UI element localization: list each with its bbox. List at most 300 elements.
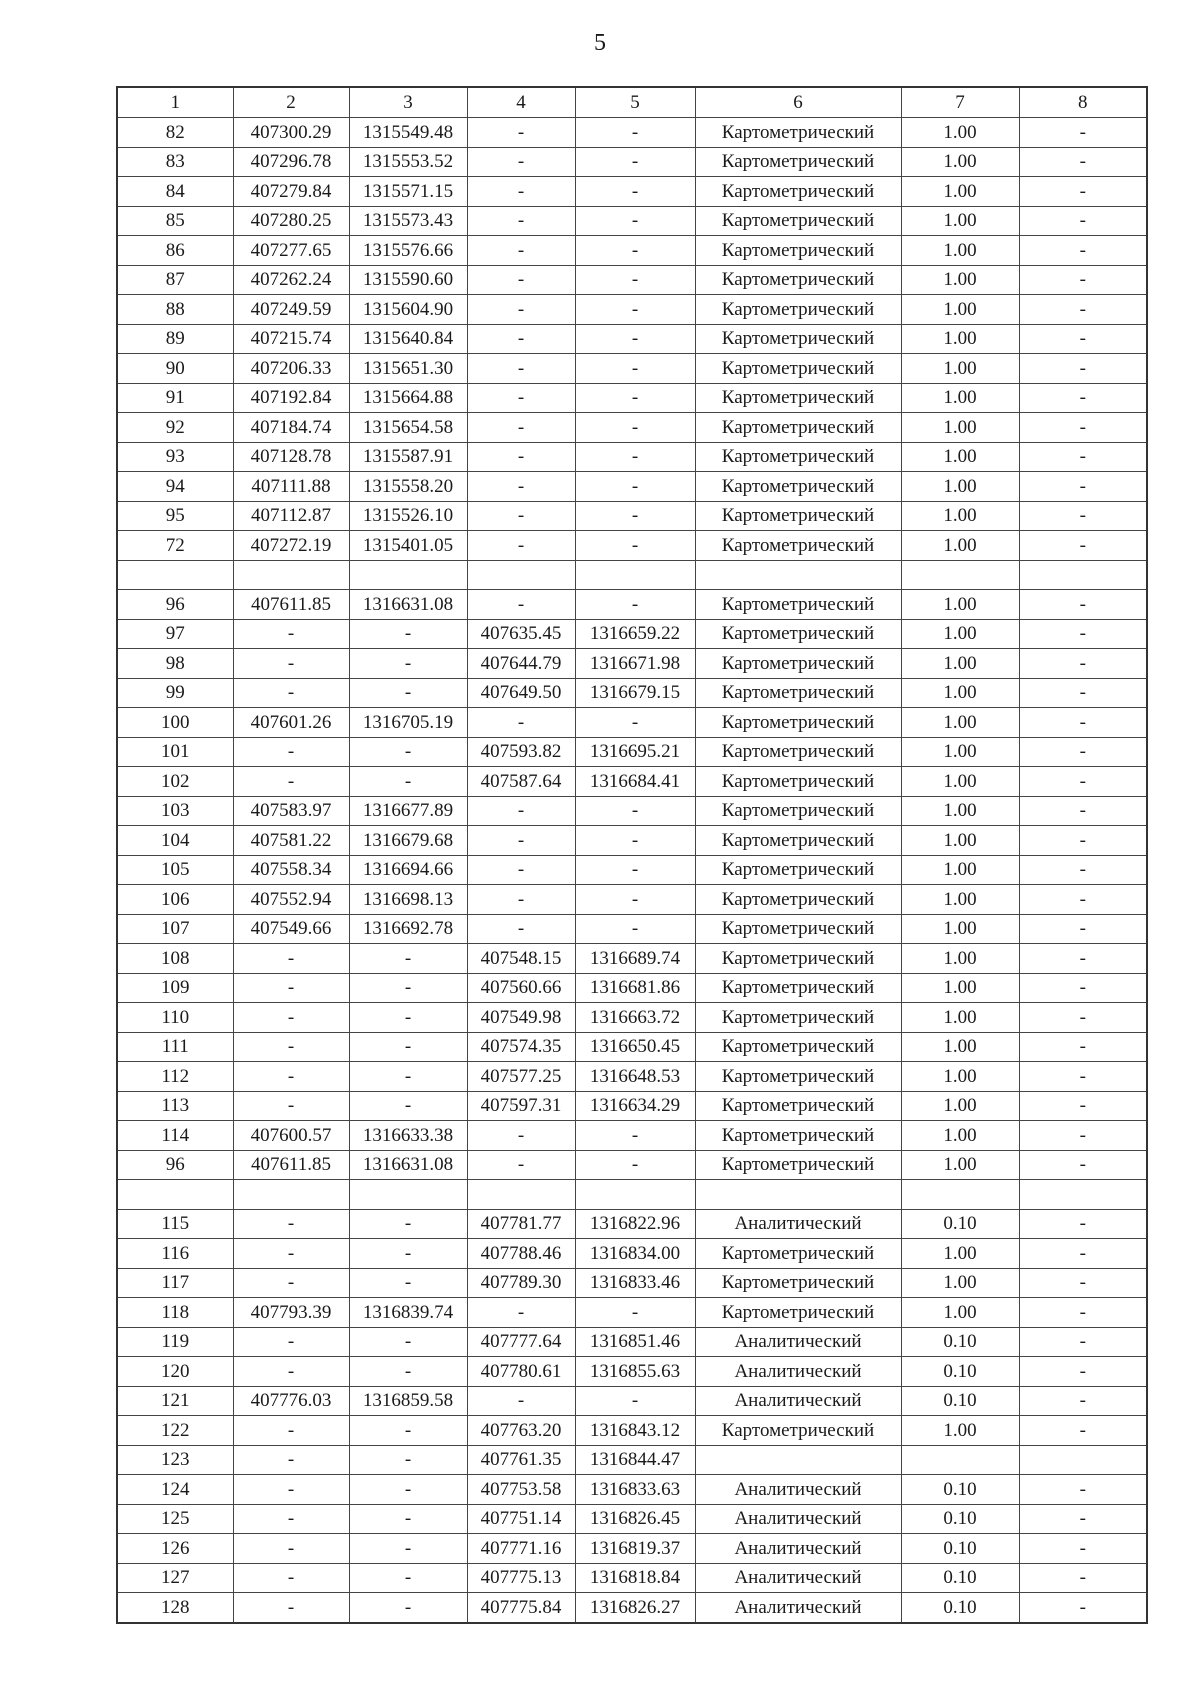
- table-cell: 93: [117, 442, 233, 472]
- table-cell: -: [233, 1416, 349, 1446]
- table-cell: 1.00: [901, 265, 1019, 295]
- table-cell: -: [467, 885, 575, 915]
- table-cell: -: [467, 354, 575, 384]
- table-cell: 1315571.15: [349, 177, 467, 207]
- table-cell: -: [349, 1003, 467, 1033]
- table-row: [117, 1121, 1147, 1151]
- table-cell: -: [1019, 1386, 1147, 1416]
- table-cell: Картометрический: [695, 590, 901, 620]
- table-cell: 1.00: [901, 914, 1019, 944]
- table-row: [117, 973, 1147, 1003]
- table-cell: 407600.57: [233, 1121, 349, 1151]
- table-cell: 407776.03: [233, 1386, 349, 1416]
- table-row: [117, 236, 1147, 266]
- table-cell: -: [349, 1327, 467, 1357]
- table-row: [117, 472, 1147, 502]
- table-cell: [233, 560, 349, 590]
- table-cell: -: [1019, 1062, 1147, 1092]
- table-cell: Аналитический: [695, 1593, 901, 1623]
- table-cell: 1315590.60: [349, 265, 467, 295]
- table-cell: Картометрический: [695, 531, 901, 561]
- table-cell: 407249.59: [233, 295, 349, 325]
- table-cell: 100: [117, 708, 233, 738]
- table-row: [117, 1593, 1147, 1623]
- table-cell: 407611.85: [233, 590, 349, 620]
- table-cell: -: [233, 1091, 349, 1121]
- table-cell: 407558.34: [233, 855, 349, 885]
- table-cell: -: [467, 1386, 575, 1416]
- table-cell: 1316631.08: [349, 1150, 467, 1180]
- table-cell: 407597.31: [467, 1091, 575, 1121]
- table-cell: -: [467, 855, 575, 885]
- table-row: [117, 885, 1147, 915]
- table-cell: Картометрический: [695, 649, 901, 679]
- table-cell: -: [349, 767, 467, 797]
- table-cell: 407775.13: [467, 1563, 575, 1593]
- table-cell: -: [349, 1091, 467, 1121]
- table-cell: 116: [117, 1239, 233, 1269]
- table-cell: -: [1019, 767, 1147, 797]
- table-cell: 0.10: [901, 1386, 1019, 1416]
- table-cell: 85: [117, 206, 233, 236]
- table-row: [117, 1239, 1147, 1269]
- table-cell: 96: [117, 590, 233, 620]
- table-cell: 122: [117, 1416, 233, 1446]
- table-cell: 407587.64: [467, 767, 575, 797]
- table-cell: -: [1019, 737, 1147, 767]
- table-cell: -: [467, 1298, 575, 1328]
- table-cell: 0.10: [901, 1504, 1019, 1534]
- table-cell: 1315587.91: [349, 442, 467, 472]
- table-cell: Аналитический: [695, 1475, 901, 1505]
- table-cell: 1.00: [901, 177, 1019, 207]
- table-cell: 407788.46: [467, 1239, 575, 1269]
- table-row: [117, 737, 1147, 767]
- table-cell: 407793.39: [233, 1298, 349, 1328]
- table-cell: 1315664.88: [349, 383, 467, 413]
- table-cell: -: [467, 147, 575, 177]
- table-cell: -: [467, 324, 575, 354]
- table-cell: -: [349, 1357, 467, 1387]
- table-cell: Картометрический: [695, 1268, 901, 1298]
- table-cell: -: [349, 1563, 467, 1593]
- table-cell: 1316648.53: [575, 1062, 695, 1092]
- table-cell: -: [1019, 383, 1147, 413]
- table-cell: -: [467, 914, 575, 944]
- table-cell: 1.00: [901, 1121, 1019, 1151]
- table-cell: [233, 1180, 349, 1210]
- table-cell: -: [349, 1445, 467, 1475]
- table-cell: -: [1019, 619, 1147, 649]
- table-cell: -: [575, 324, 695, 354]
- table-cell: 86: [117, 236, 233, 266]
- table-cell: -: [233, 1032, 349, 1062]
- table-cell: 1316692.78: [349, 914, 467, 944]
- table-cell: Картометрический: [695, 737, 901, 767]
- table-cell: 1.00: [901, 531, 1019, 561]
- table-cell: 407128.78: [233, 442, 349, 472]
- table-cell: -: [1019, 590, 1147, 620]
- table-cell: -: [233, 1534, 349, 1564]
- table-cell: -: [233, 1445, 349, 1475]
- table-cell: -: [349, 619, 467, 649]
- table-cell: 407577.25: [467, 1062, 575, 1092]
- table-row: [117, 1563, 1147, 1593]
- table-cell: -: [233, 944, 349, 974]
- table-cell: -: [575, 826, 695, 856]
- table-row: [117, 914, 1147, 944]
- table-row: [117, 118, 1147, 148]
- table-row: [117, 649, 1147, 679]
- table-cell: 111: [117, 1032, 233, 1062]
- table-cell: Картометрический: [695, 1032, 901, 1062]
- table-cell: 105: [117, 855, 233, 885]
- table-row: [117, 826, 1147, 856]
- table-cell: -: [467, 383, 575, 413]
- table-cell: 1316822.96: [575, 1209, 695, 1239]
- table-cell: [349, 560, 467, 590]
- table-cell: -: [1019, 1475, 1147, 1505]
- table-cell: -: [467, 413, 575, 443]
- table-cell: [467, 1180, 575, 1210]
- table-cell: Картометрический: [695, 826, 901, 856]
- table-cell: -: [233, 737, 349, 767]
- table-cell: -: [1019, 472, 1147, 502]
- table-row: [117, 1209, 1147, 1239]
- table-cell: 1316671.98: [575, 649, 695, 679]
- table-row: [117, 177, 1147, 207]
- table-cell: -: [575, 118, 695, 148]
- table-cell: 1316684.41: [575, 767, 695, 797]
- table-row: [117, 944, 1147, 974]
- header-cell: 5: [575, 87, 695, 118]
- table-cell: -: [575, 354, 695, 384]
- table-cell: Картометрический: [695, 1150, 901, 1180]
- table-cell: Картометрический: [695, 885, 901, 915]
- table-cell: 1.00: [901, 472, 1019, 502]
- table-cell: Картометрический: [695, 472, 901, 502]
- table-cell: -: [1019, 206, 1147, 236]
- table-cell: -: [1019, 1534, 1147, 1564]
- table-row: [117, 1298, 1147, 1328]
- table-cell: 1316851.46: [575, 1327, 695, 1357]
- table-cell: -: [575, 855, 695, 885]
- table-cell: 407549.66: [233, 914, 349, 944]
- table-cell: 1315576.66: [349, 236, 467, 266]
- table-cell: -: [349, 1239, 467, 1269]
- coordinates-table: [116, 86, 1148, 1624]
- table-cell: Картометрический: [695, 206, 901, 236]
- table-cell: 1.00: [901, 767, 1019, 797]
- table-cell: 95: [117, 501, 233, 531]
- table-cell: 1.00: [901, 1150, 1019, 1180]
- table-cell: Картометрический: [695, 796, 901, 826]
- table-cell: [467, 560, 575, 590]
- table-cell: -: [1019, 1416, 1147, 1446]
- table-cell: 1315573.43: [349, 206, 467, 236]
- table-cell: -: [349, 944, 467, 974]
- table-cell: 96: [117, 1150, 233, 1180]
- table-cell: [695, 560, 901, 590]
- table-cell: -: [1019, 1563, 1147, 1593]
- table-cell: 1.00: [901, 826, 1019, 856]
- table-cell: 1.00: [901, 324, 1019, 354]
- table-cell: -: [233, 1504, 349, 1534]
- table-cell: 1.00: [901, 295, 1019, 325]
- table-cell: 1316679.15: [575, 678, 695, 708]
- table-cell: -: [575, 236, 695, 266]
- table-cell: -: [1019, 354, 1147, 384]
- table-cell: -: [1019, 1327, 1147, 1357]
- table-cell: -: [1019, 885, 1147, 915]
- table-cell: 88: [117, 295, 233, 325]
- table-cell: -: [467, 118, 575, 148]
- table-cell: 407777.64: [467, 1327, 575, 1357]
- table-cell: Картометрический: [695, 354, 901, 384]
- table-row: [117, 1504, 1147, 1534]
- table-cell: 1.00: [901, 501, 1019, 531]
- table-cell: Картометрический: [695, 1416, 901, 1446]
- table-cell: Картометрический: [695, 147, 901, 177]
- table-cell: 1315401.05: [349, 531, 467, 561]
- table-cell: -: [233, 767, 349, 797]
- table-row: [117, 295, 1147, 325]
- table-cell: 1.00: [901, 619, 1019, 649]
- table-cell: -: [233, 619, 349, 649]
- table-cell: -: [233, 1239, 349, 1269]
- table-cell: 0.10: [901, 1475, 1019, 1505]
- header-cell: 4: [467, 87, 575, 118]
- table-cell: -: [1019, 944, 1147, 974]
- table-row: [117, 619, 1147, 649]
- table-cell: 407279.84: [233, 177, 349, 207]
- table-cell: Аналитический: [695, 1563, 901, 1593]
- table-cell: -: [575, 1150, 695, 1180]
- table-cell: [695, 1445, 901, 1475]
- table-cell: Картометрический: [695, 708, 901, 738]
- table-row: [117, 147, 1147, 177]
- table-cell: 107: [117, 914, 233, 944]
- table-cell: Картометрический: [695, 1091, 901, 1121]
- table-cell: 101: [117, 737, 233, 767]
- table-cell: 1316679.68: [349, 826, 467, 856]
- table-cell: 0.10: [901, 1357, 1019, 1387]
- table-row: [117, 855, 1147, 885]
- table-cell: 407581.22: [233, 826, 349, 856]
- table-cell: Картометрический: [695, 619, 901, 649]
- table-cell: -: [349, 1416, 467, 1446]
- table-cell: -: [1019, 236, 1147, 266]
- table-cell: -: [349, 1504, 467, 1534]
- table-cell: -: [1019, 531, 1147, 561]
- table-row: [117, 1150, 1147, 1180]
- table-cell: 124: [117, 1475, 233, 1505]
- header-cell: 7: [901, 87, 1019, 118]
- header-cell: 2: [233, 87, 349, 118]
- table-cell: -: [1019, 1239, 1147, 1269]
- table-cell: -: [1019, 1150, 1147, 1180]
- table-cell: -: [233, 1003, 349, 1033]
- table-cell: -: [349, 1062, 467, 1092]
- table-cell: -: [349, 1268, 467, 1298]
- table-cell: 1.00: [901, 383, 1019, 413]
- table-cell: -: [233, 1209, 349, 1239]
- table-cell: 1.00: [901, 796, 1019, 826]
- table-cell: -: [467, 236, 575, 266]
- table-cell: 407206.33: [233, 354, 349, 384]
- table-cell: 1.00: [901, 236, 1019, 266]
- table-cell: Аналитический: [695, 1504, 901, 1534]
- table-cell: 84: [117, 177, 233, 207]
- table-cell: 1.00: [901, 737, 1019, 767]
- table-row: [117, 1268, 1147, 1298]
- table-cell: 1.00: [901, 354, 1019, 384]
- table-cell: Картометрический: [695, 1239, 901, 1269]
- table-cell: -: [1019, 413, 1147, 443]
- table-cell: -: [575, 708, 695, 738]
- table-cell: 126: [117, 1534, 233, 1564]
- table-row: [117, 1534, 1147, 1564]
- table-cell: 97: [117, 619, 233, 649]
- header-cell: 1: [117, 87, 233, 118]
- table-cell: Картометрический: [695, 324, 901, 354]
- table-cell: Картометрический: [695, 855, 901, 885]
- table-cell: 407111.88: [233, 472, 349, 502]
- table-cell: -: [575, 295, 695, 325]
- table-cell: Картометрический: [695, 1062, 901, 1092]
- table-cell: 1316631.08: [349, 590, 467, 620]
- table-cell: 114: [117, 1121, 233, 1151]
- table-cell: -: [575, 914, 695, 944]
- table-cell: 89: [117, 324, 233, 354]
- table-cell: 118: [117, 1298, 233, 1328]
- table-cell: 1316834.00: [575, 1239, 695, 1269]
- table-cell: -: [467, 708, 575, 738]
- table-cell: 1315604.90: [349, 295, 467, 325]
- table-cell: 94: [117, 472, 233, 502]
- table-cell: 407593.82: [467, 737, 575, 767]
- table-row: [117, 1003, 1147, 1033]
- table-cell: 99: [117, 678, 233, 708]
- table-cell: 1.00: [901, 708, 1019, 738]
- table-cell: -: [233, 1593, 349, 1623]
- table-cell: 106: [117, 885, 233, 915]
- table-cell: -: [1019, 855, 1147, 885]
- table-row: [117, 206, 1147, 236]
- table-cell: -: [1019, 1003, 1147, 1033]
- table-cell: 0.10: [901, 1593, 1019, 1623]
- table-cell: -: [1019, 826, 1147, 856]
- table-cell: 91: [117, 383, 233, 413]
- table-cell: 407789.30: [467, 1268, 575, 1298]
- table-cell: 82: [117, 118, 233, 148]
- table-row: [117, 1091, 1147, 1121]
- table-cell: -: [349, 973, 467, 1003]
- table-cell: 1.00: [901, 147, 1019, 177]
- table-cell: 1.00: [901, 442, 1019, 472]
- table-cell: 1316681.86: [575, 973, 695, 1003]
- table-cell: 1316698.13: [349, 885, 467, 915]
- table-cell: -: [1019, 1121, 1147, 1151]
- table-cell: 407574.35: [467, 1032, 575, 1062]
- table-row: [117, 1357, 1147, 1387]
- table-cell: [575, 1180, 695, 1210]
- table-cell: -: [575, 1121, 695, 1151]
- table-cell: 1.00: [901, 944, 1019, 974]
- table-cell: -: [233, 1563, 349, 1593]
- table-cell: 1.00: [901, 973, 1019, 1003]
- table-cell: [117, 1180, 233, 1210]
- table-cell: 98: [117, 649, 233, 679]
- table-cell: -: [575, 413, 695, 443]
- table-cell: -: [349, 1475, 467, 1505]
- table-cell: -: [1019, 1091, 1147, 1121]
- table-row: [117, 531, 1147, 561]
- table-cell: 1.00: [901, 1298, 1019, 1328]
- table-cell: 1.00: [901, 413, 1019, 443]
- table-cell: 1315654.58: [349, 413, 467, 443]
- table-cell: 72: [117, 531, 233, 561]
- table-cell: -: [1019, 501, 1147, 531]
- table-cell: -: [467, 590, 575, 620]
- table-cell: -: [575, 885, 695, 915]
- table-row: [117, 265, 1147, 295]
- table-cell: -: [467, 796, 575, 826]
- table-cell: 1316694.66: [349, 855, 467, 885]
- table-cell: 407775.84: [467, 1593, 575, 1623]
- table-cell: -: [575, 501, 695, 531]
- table-cell: Картометрический: [695, 295, 901, 325]
- table-cell: [901, 1180, 1019, 1210]
- table-cell: Картометрический: [695, 1003, 901, 1033]
- table-cell: 123: [117, 1445, 233, 1475]
- table-cell: -: [349, 1534, 467, 1564]
- table-cell: -: [1019, 1504, 1147, 1534]
- table-cell: Картометрический: [695, 265, 901, 295]
- table-cell: -: [575, 383, 695, 413]
- table-row: [117, 442, 1147, 472]
- table-row: [117, 1032, 1147, 1062]
- table-cell: Картометрический: [695, 767, 901, 797]
- table-cell: -: [575, 177, 695, 207]
- table-cell: 1316659.22: [575, 619, 695, 649]
- table-cell: 1316695.21: [575, 737, 695, 767]
- table-row: [117, 560, 1147, 590]
- table-cell: -: [1019, 177, 1147, 207]
- table-cell: 1316833.46: [575, 1268, 695, 1298]
- table-cell: 1.00: [901, 855, 1019, 885]
- table-cell: 1.00: [901, 118, 1019, 148]
- table-row: [117, 1386, 1147, 1416]
- table-cell: 407601.26: [233, 708, 349, 738]
- table-cell: 109: [117, 973, 233, 1003]
- table-cell: -: [467, 442, 575, 472]
- table-cell: 407635.45: [467, 619, 575, 649]
- table-cell: 103: [117, 796, 233, 826]
- table-cell: 1.00: [901, 1268, 1019, 1298]
- table-cell: -: [349, 1209, 467, 1239]
- table-cell: -: [575, 1298, 695, 1328]
- table-cell: Картометрический: [695, 442, 901, 472]
- table-cell: 1316839.74: [349, 1298, 467, 1328]
- header-cell: 6: [695, 87, 901, 118]
- table-cell: 87: [117, 265, 233, 295]
- table-cell: 102: [117, 767, 233, 797]
- table-cell: 407272.19: [233, 531, 349, 561]
- table-cell: 407780.61: [467, 1357, 575, 1387]
- table-cell: Картометрический: [695, 914, 901, 944]
- table-cell: 1316843.12: [575, 1416, 695, 1446]
